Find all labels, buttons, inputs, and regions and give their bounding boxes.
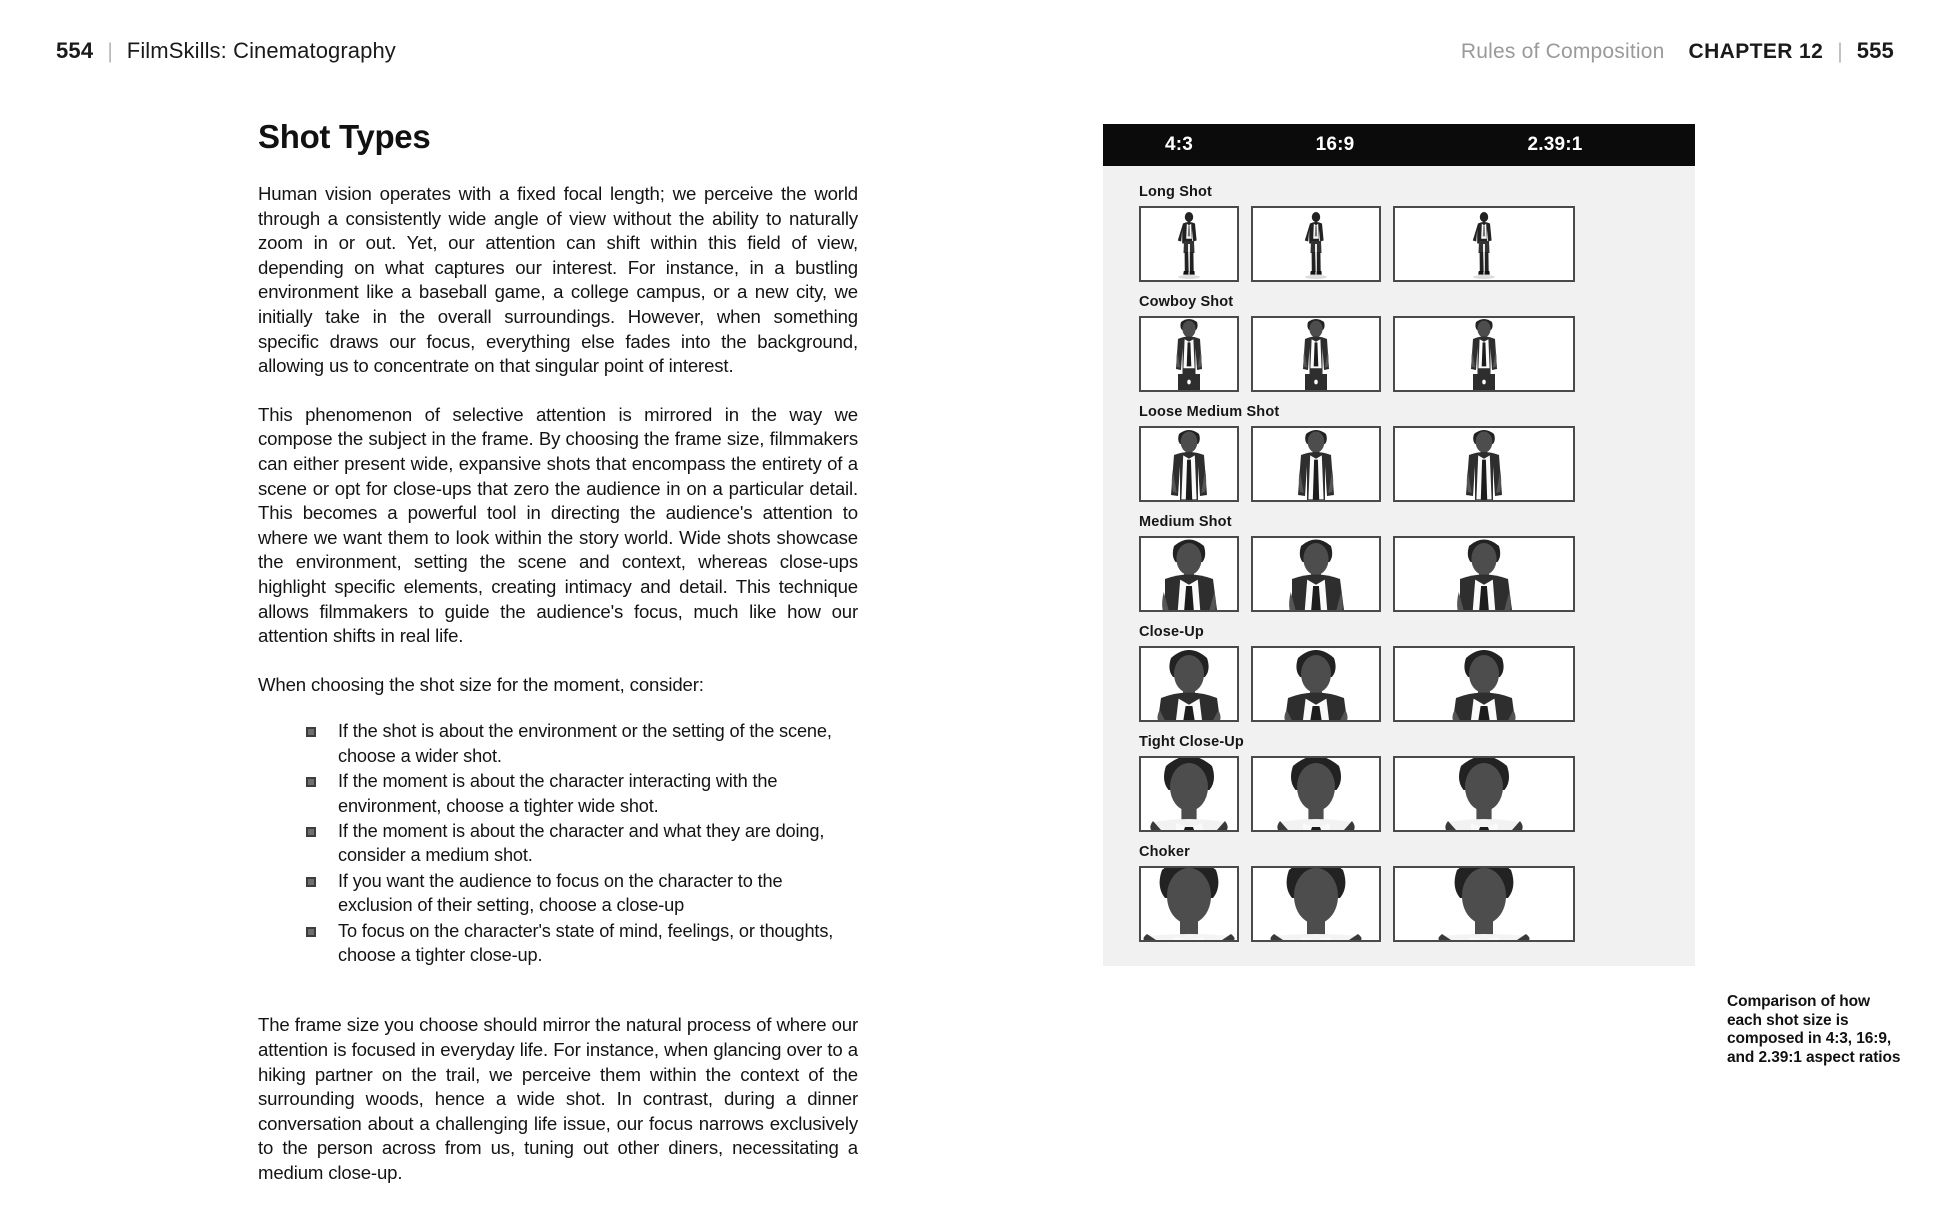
chapter-label: CHAPTER 12 xyxy=(1688,40,1824,63)
aspect-ratio-label-4-3: 4:3 xyxy=(1164,134,1194,155)
frame-close-up-16-9 xyxy=(1251,646,1381,722)
closing-paragraph: The frame size you choose should mirror the natural process of where our attention is focused in everyday life. For instance, when glancing over to a hiking partner on the trail, we perceive them within the context of the surrounding woods, hence a wide shot. In contrast, during a dinner conversation about a challenging life issue, our focus narrows exclusively to the person across from us, tuning out other diners, necessitating a medium close-up. xyxy=(258,1014,858,1183)
list-item xyxy=(306,919,858,968)
bullet-square-icon xyxy=(306,777,316,787)
page-number-right: 555 xyxy=(1856,38,1894,63)
frame-cowboy-shot-4-3 xyxy=(1139,316,1239,392)
frame-choker-4-3 xyxy=(1139,866,1239,942)
frame-cowboy-shot-16-9 xyxy=(1251,316,1381,392)
list-lead-in: When choosing the shot size for the moment, consider: xyxy=(258,673,704,695)
frame-set xyxy=(1139,426,1695,502)
shot-row-tight-close-up xyxy=(1103,734,1695,838)
frame-choker-16-9 xyxy=(1251,866,1381,942)
article-body-column xyxy=(258,118,858,1210)
list-item xyxy=(306,819,858,868)
frame-set xyxy=(1139,866,1695,942)
aspect-ratio-header-bar xyxy=(1103,124,1695,166)
shot-size-comparison-figure xyxy=(1103,124,1695,966)
frame-long-shot-16-9 xyxy=(1251,206,1381,282)
bullet-square-icon xyxy=(306,877,316,887)
page-number-left: 554 xyxy=(56,38,94,63)
frame-loose-medium-shot-4-3 xyxy=(1139,426,1239,502)
frame-long-shot-2-39-1 xyxy=(1393,206,1575,282)
body-paragraph-2: This phenomenon of selective attention is mirrored in the way we compose the subject in the frame. By choosing the frame size, filmmakers can either present wide, expansive shots that encompass the entirety of a scene or opt for close-ups that zero the audience in on a particular detail. This becomes a powerful tool in directing the audience's attention to where we want them to look within the story world. Wide shots showcase the environment, setting the scene and context, whereas close-ups highlight specific elements, creating intimacy and detail. This technique allows filmmakers to guide the audience's focus, much like how our attention shifts in real life. xyxy=(258,403,858,647)
book-title: FilmSkills: Cinematography xyxy=(126,38,396,63)
list-item xyxy=(306,719,858,768)
shot-row-label: Long Shot xyxy=(1139,184,1213,200)
page-title: Shot Types xyxy=(258,118,431,155)
frame-close-up-2-39-1 xyxy=(1393,646,1575,722)
shot-row-long-shot xyxy=(1103,184,1695,288)
frame-set xyxy=(1139,756,1695,832)
shot-row-label: Tight Close-Up xyxy=(1139,734,1244,750)
frame-tight-close-up-2-39-1 xyxy=(1393,756,1575,832)
running-head-right xyxy=(1461,38,1894,64)
frame-cowboy-shot-2-39-1 xyxy=(1393,316,1575,392)
shot-row-label: Choker xyxy=(1139,844,1190,860)
frame-set xyxy=(1139,206,1695,282)
body-paragraph-1: Human vision operates with a fixed focal length; we perceive the world through a consistently wide angle of view without the ability to naturally zoom in or out. Yet, our attention can shift within this field of view, depending on what captures our interest. For instance, in a bustling environment like a baseball game, a college campus, or a new city, we initially take in the overall surroundings. However, when something specific draws our focus, everything else fades into the background, allowing us to concentrate on that singular point of interest. xyxy=(258,183,858,377)
shot-row-close-up xyxy=(1103,624,1695,728)
section-title: Rules of Composition xyxy=(1460,40,1665,63)
list-item-label: If the moment is about the character and what they are doing, consider a medium shot. xyxy=(338,820,825,866)
shot-row-cowboy-shot xyxy=(1103,294,1695,398)
frame-close-up-4-3 xyxy=(1139,646,1239,722)
frame-set xyxy=(1139,316,1695,392)
frame-tight-close-up-4-3 xyxy=(1139,756,1239,832)
frame-tight-close-up-16-9 xyxy=(1251,756,1381,832)
shot-row-label: Cowboy Shot xyxy=(1139,294,1234,310)
list-item-label: If the moment is about the character interacting with the environment, choose a tighter wide shot. xyxy=(338,771,778,816)
list-item xyxy=(306,869,858,918)
frame-set xyxy=(1139,536,1695,612)
aspect-ratio-label-2-39-1: 2.39:1 xyxy=(1527,134,1583,155)
shot-grid-panel xyxy=(1103,166,1695,966)
shot-row-medium-shot xyxy=(1103,514,1695,618)
bullet-square-icon xyxy=(306,727,316,737)
running-head-left xyxy=(56,38,396,64)
list-item-label: To focus on the character's state of mind, feelings, or thoughts, choose a tighter close-up. xyxy=(338,920,834,965)
shot-row-label: Loose Medium Shot xyxy=(1139,404,1280,420)
shot-size-considerations-list xyxy=(258,719,858,967)
shot-row-label: Medium Shot xyxy=(1139,514,1232,530)
frame-medium-shot-2-39-1 xyxy=(1393,536,1575,612)
bullet-square-icon xyxy=(306,927,316,937)
frame-choker-2-39-1 xyxy=(1393,866,1575,942)
shot-row-loose-medium-shot xyxy=(1103,404,1695,508)
list-item-label: If you want the audience to focus on the character to the exclusion of their setting, choose a close-up xyxy=(338,870,783,916)
bullet-square-icon xyxy=(306,827,316,837)
frame-medium-shot-4-3 xyxy=(1139,536,1239,612)
frame-medium-shot-16-9 xyxy=(1251,536,1381,612)
aspect-ratio-label-16-9: 16:9 xyxy=(1315,134,1355,155)
frame-long-shot-4-3 xyxy=(1139,206,1239,282)
list-item xyxy=(306,769,858,818)
list-item-label: If the shot is about the environment or the setting of the scene, choose a wider shot. xyxy=(338,721,832,766)
shot-row-choker xyxy=(1103,844,1695,948)
frame-set xyxy=(1139,646,1695,722)
running-head xyxy=(0,38,1946,72)
frame-loose-medium-shot-2-39-1 xyxy=(1393,426,1575,502)
shot-row-label: Close-Up xyxy=(1139,624,1204,640)
running-head-separator-right: | xyxy=(1837,40,1843,63)
running-head-separator-left: | xyxy=(107,40,113,63)
frame-loose-medium-shot-16-9 xyxy=(1251,426,1381,502)
figure-caption: Comparison of how each shot size is composed in 4:3, 16:9, and 2.39:1 aspect ratios xyxy=(1727,993,1901,1066)
